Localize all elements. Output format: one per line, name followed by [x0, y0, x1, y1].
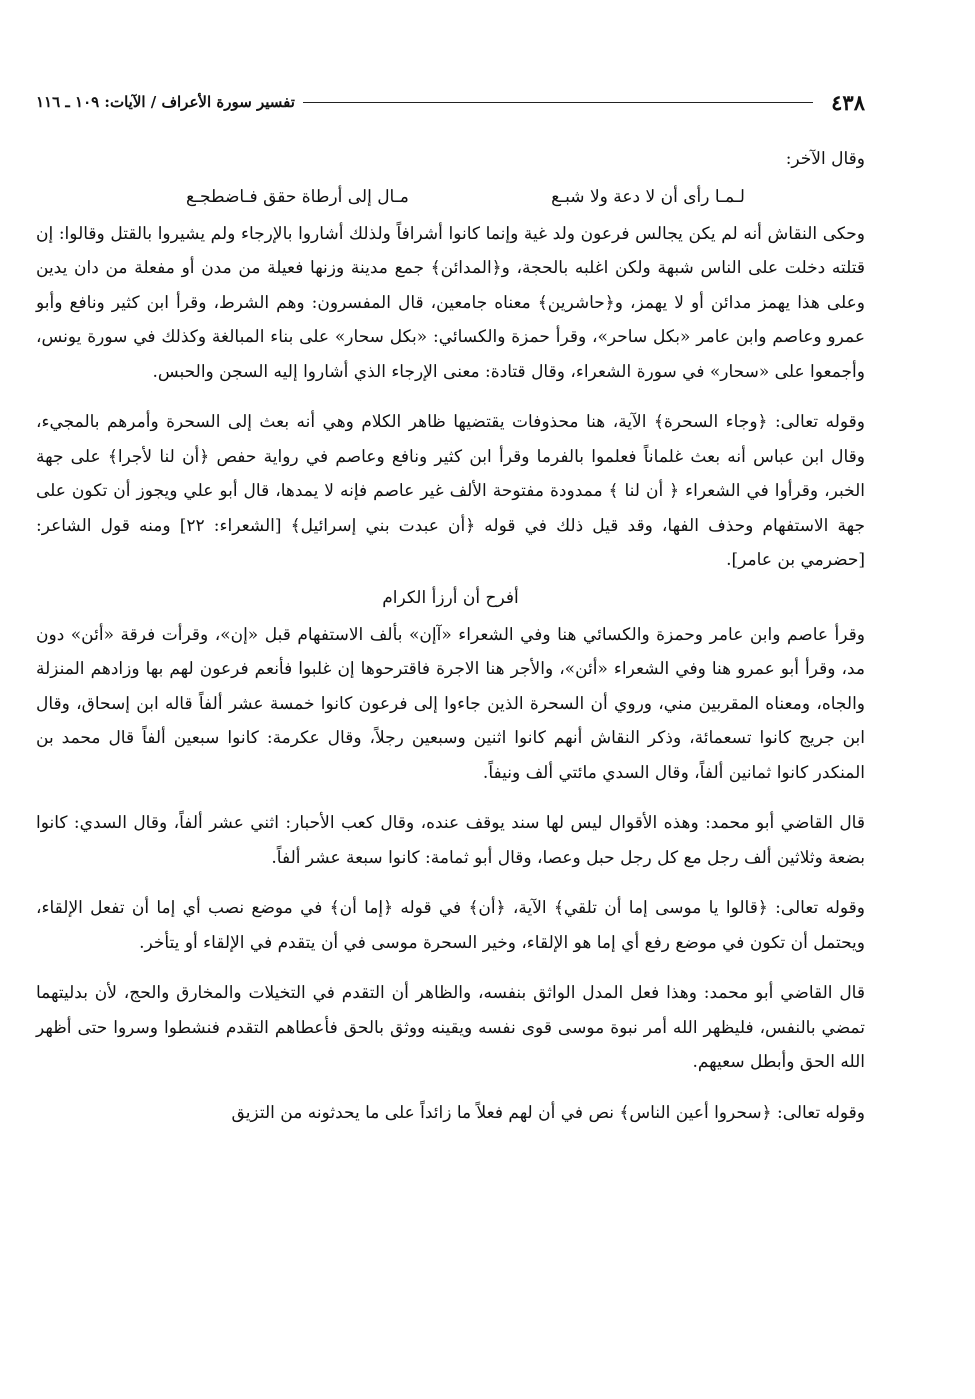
- intro-line: وقال الآخر:: [785, 149, 865, 169]
- verse-line: [36, 177, 865, 217]
- page-header: [36, 82, 865, 122]
- paragraph-3: وقرأ عاصم وابن عامر وحمزة والكسائي هنا وفي الشعراء «آإن» بألف الاستفهام قبل «إن»، وقرأت فرقة «أئن» دون مد، وقرأ أبو عمرو هنا وفي الشعراء «أئن»، والأجر هنا الاجرة فاقترحوها إن غلبوا فأنعم فرعون لهم بها وزادهم المنزلة والجاه، ومعناه المقربين مني، وروي أن السحرة الذين جاءوا إلى فرعون كانوا خمسة عشر ألفاً قاله ابن إسحاق، وقال ابن جريج كانوا تسعمائة، وذكر النقاش أنهم كانوا اثنين وسبعين رجلاً، وقال عكرمة: كانوا سبعين ألفاً قال محمد بن المنكدر كانوا ثمانين ألفاً، وقال السدي مائتي ألف ونيفاً.: [36, 624, 865, 783]
- verse-hemistich-left: مـال إلى أرطاة حقق فـاضطجـع: [186, 186, 409, 207]
- header-rule: [303, 102, 813, 103]
- paragraph-7: وقوله تعالى: ﴿سحروا أعين الناس﴾ نص في أن لهم فعلاً ما زائداً على ما يحدثونه من التزيق: [231, 1102, 865, 1123]
- paragraph-6: قال القاضي أبو محمد: وهذا فعل المدل الواثق بنفسه، والظاهر أن التقدم في التخيلات والمخارق والحج، لأن بدليتهما تمضي بالنفس، فليظهر الله أمر نبوة موسى قوى نفسه ويقينه ووثق بالحق فأعطاهم التقدم فنشطوا وسروا حتى أظهر الله الحق وأبطل سعيهم.: [36, 983, 865, 1072]
- page-number: ٤٣٨: [831, 89, 865, 115]
- paragraph-5: وقوله تعالى: ﴿قالوا يا موسى إما أن تلقي﴾ الآية، ﴿أن﴾ في قوله ﴿إما أن﴾ في موضع نصب أي إما أن تفعل الإلقاء، ويحتمل أن تكون في موضع رفع أي إما هو الإلقاء، وخير السحرة موسى في أن يتقدم في الإلقاء أو يتأخر.: [36, 898, 865, 953]
- paragraph-2: وقوله تعالى: ﴿وجاء السحرة﴾ الآية، هنا محذوفات يقتضيها ظاهر الكلام وهي أنه بعث إلى السحرة وأمرهم بالمجيء، وقال ابن عباس أنه بعث غلماناً فعلموا بالفرما وقرأ ابن كثير ونافع وعاصم في رواية حفص ﴿أن لنا لأجرا﴾ على جهة الخبر، وقرأوا في الشعراء ﴿ أن لنا ﴾ ممدودة مفتوحة الألف غير عاصم فإنه لا يمدها، قال أبو علي ويجوز أن تكون على جهة الاستفهام وحذف الفها، وقد قيل ذلك في قوله ﴿أن عبدت بني إسرائيل﴾ [الشعراء: ٢٢] ومنه قول الشاعر: [حضرمي بن عامر].: [36, 412, 865, 570]
- verse-hemistich-right: لـمـا رأى أن لا دعة ولا شبـع: [551, 186, 745, 207]
- running-title: تفسير سورة الأعراف / الآيات: ١٠٩ ـ ١١٦: [36, 93, 295, 111]
- paragraph-4: قال القاضي أبو محمد: وهذه الأقوال ليس لها سند يوقف عنده، وقال كعب الأحبار: اثني عشر ألفاً، وقال السدي: كانوا بضعة وثلاثين ألف رجل مع كل رجل حبل وعصا، وقال أبو ثمامة: كانوا سبعة عشر ألفاً.: [36, 813, 865, 868]
- poem-line: أفرح أن أرزأ الكرام: [382, 587, 519, 608]
- paragraph-1: وحكى النقاش أنه لم يكن يجالس فرعون ولد غية وإنما كانوا أشرافاً ولذلك أشاروا بالإرجاء ولم يشيروا بالقتل وقالوا: إن قتلته دخلت على الناس شبهة ولكن اغلبه بالحجة، و﴿المدائن﴾ جمع مدينة وزنها فعيلة من مدن أو مفعلة من دان يدين وعلى هذا يهمز مدائن أو لا يهمز، و﴿حاشرين﴾ معناه جامعين، قال المفسرون: وهم الشرط، وقرأ ابن كثير ونافع وأبو عمرو وعاصم وابن عامر «بكل ساحر»، وقرأ حمزة والكسائي: «بكل سحار» على بناء المبالغة وكذلك في سورة يونس، وأجمعوا على «سحار» في سورة الشعراء، وقال قتادة: معنى الإرجاء الذي أشاروا إليه السجن والحبس.: [36, 223, 865, 382]
